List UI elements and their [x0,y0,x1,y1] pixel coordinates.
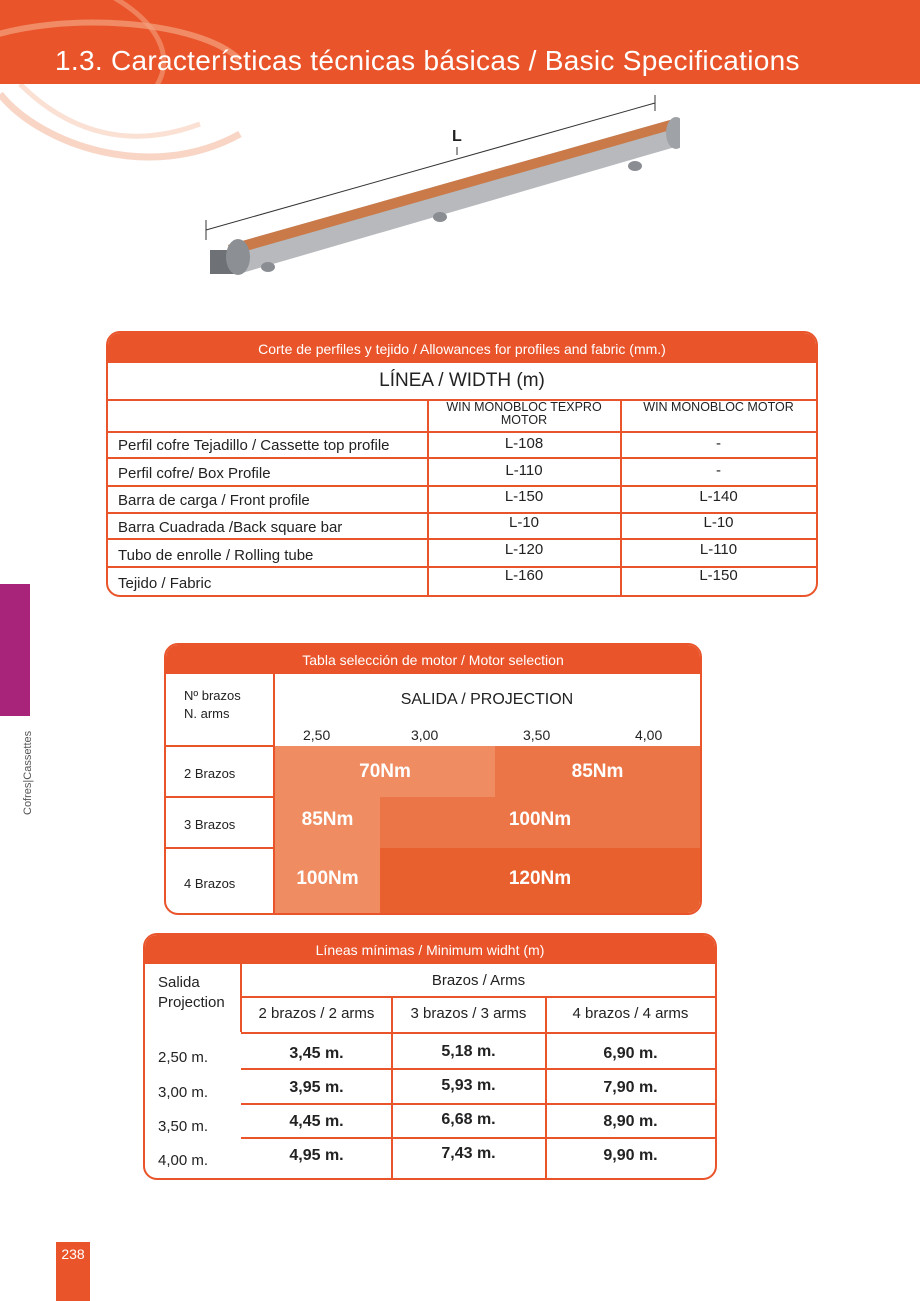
torque-block: 85Nm [275,797,380,848]
projection-tick: 4,00 [635,727,663,743]
column-header: 2 brazos / 2 arms [258,1005,375,1022]
allowances-table-title: Corte de perfiles y tejido / Allowances for profiles and fabric (mm.) [108,333,816,363]
column-header-texpro: WIN MONOBLOC TEXPRO MOTOR [446,400,602,427]
minimum-width-title: Líneas mínimas / Minimum widht (m) [145,935,715,964]
motor-table-title: Tabla selección de motor / Motor selection [166,645,700,674]
projection-header-en: Projection [158,994,225,1011]
header-bar [0,0,920,84]
width-value: 7,90 m. [603,1079,658,1096]
row-label: 2 Brazos [184,766,236,781]
width-value: 8,90 m. [603,1113,658,1130]
cell-value: L-10 [703,514,734,531]
cell-value: L-10 [508,514,540,531]
allowances-table [106,331,818,597]
cell-value: L-110 [505,462,543,479]
arms-header-en: N. arms [184,706,230,721]
projection-tick: 3,00 [411,727,439,743]
row-label: 3 Brazos [184,817,236,832]
minimum-width-table [143,933,717,1180]
cell-value: L-140 [699,488,738,505]
projection-tick: 2,50 [303,727,331,743]
torque-block: 85Nm [495,746,700,797]
width-value: 4,95 m. [289,1147,344,1164]
row-label: Barra de carga / Front profile [118,492,310,509]
projection-value: 2,50 m. [158,1049,209,1066]
projection-header-es: Salida [158,974,200,991]
page-title: 1.3. Características técnicas básicas / Basic Specifications [55,45,800,76]
projection-value: 4,00 m. [158,1152,209,1169]
width-value: 6,90 m. [603,1045,658,1062]
row-label: Perfil cofre/ Box Profile [118,465,271,482]
torque-block: 100Nm [380,797,700,848]
projection-value: 3,00 m. [158,1084,209,1101]
page-number: 238 [56,1242,90,1301]
roller-cassette-icon [200,95,680,285]
column-header: 3 brazos / 3 arms [410,1005,527,1022]
cell-value: L-150 [504,488,544,505]
row-label: Barra Cuadrada /Back square bar [118,519,343,536]
cell-value: L-110 [699,541,738,558]
width-value: 5,93 m. [441,1077,496,1094]
column-header: 4 brazos / 4 arms [572,1005,689,1022]
width-value: 9,90 m. [603,1147,658,1164]
width-value: 4,45 m. [289,1113,344,1130]
width-value: 3,45 m. [289,1045,344,1062]
cell-value: - [716,435,721,452]
arms-header-es: Nº brazos [184,688,241,703]
cell-value: L-108 [504,435,544,452]
arms-header [184,687,241,723]
width-value: 6,68 m. [441,1111,496,1128]
cell-value: - [716,462,721,479]
arms-header: Brazos / Arms [431,972,526,989]
projection-header: SALIDA / PROJECTION [400,691,574,708]
row-label: 4 Brazos [184,876,236,891]
width-value: 5,18 m. [441,1043,496,1060]
section-side-tab [0,584,30,716]
section-label: Cofres|Cassettes [22,730,34,815]
projection-value: 3,50 m. [158,1118,209,1135]
row-label: Tubo de enrolle / Rolling tube [118,547,314,564]
row-label: Perfil cofre Tejadillo / Cassette top profile [118,437,390,454]
cell-value: L-150 [699,567,738,584]
torque-block: 70Nm [275,746,495,797]
column-header-monobloc: WIN MONOBLOC MOTOR [643,400,794,414]
cell-value: L-160 [504,567,544,584]
motor-selection-table [164,643,702,915]
row-label: Tejido / Fabric [118,575,212,592]
projection-tick: 3,50 [523,727,551,743]
width-value: 7,43 m. [441,1145,496,1162]
width-header: LÍNEA / WIDTH (m) [379,370,545,391]
torque-block: 100Nm [275,848,380,913]
dimension-label: L [452,128,462,145]
cell-value: L-120 [504,541,544,558]
torque-block: 120Nm [380,848,700,913]
width-value: 3,95 m. [289,1079,344,1096]
